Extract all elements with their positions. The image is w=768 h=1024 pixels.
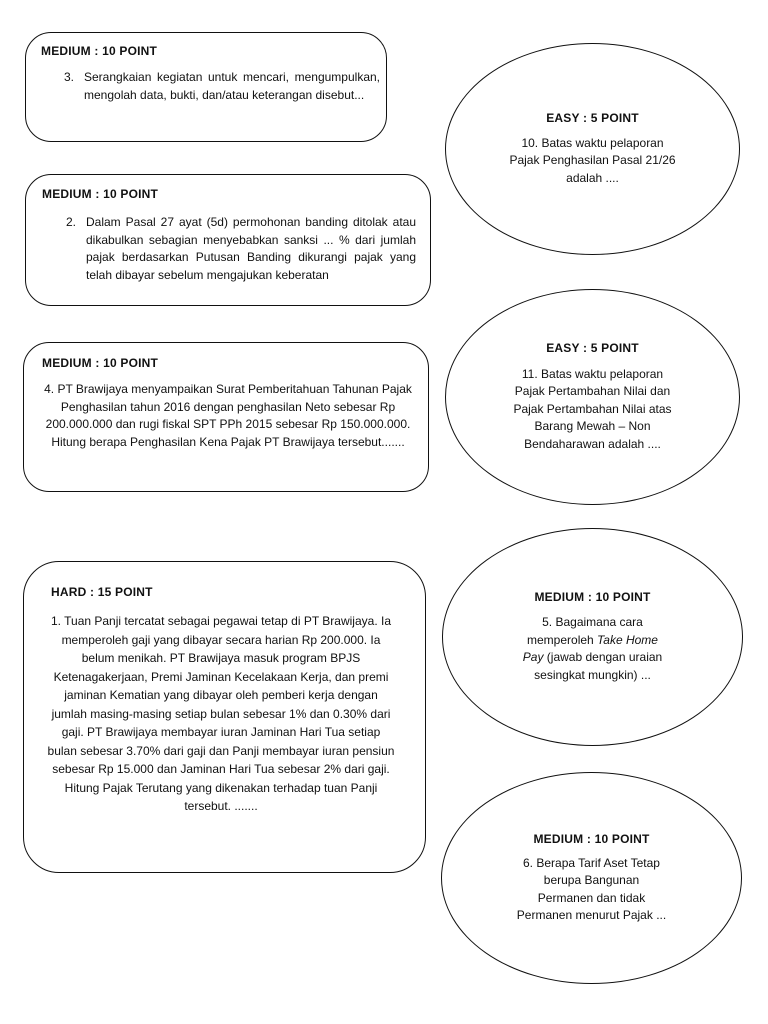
- difficulty-label: HARD : 15 POINT: [51, 585, 153, 599]
- question-number: 3.: [64, 70, 75, 84]
- question-text: [518, 614, 668, 684]
- question-number: 1.: [51, 614, 62, 628]
- question-text: 6. Berapa Tarif Aset Tetap berupa Bangunan Permanen dan tidak Permanen menurut Pajak ...: [516, 855, 667, 922]
- difficulty-label: MEDIUM : 10 POINT: [41, 44, 158, 58]
- question-number: 2.: [66, 215, 77, 229]
- question-text: 11. Batas waktu pelaporan Pajak Pertambahan Nilai dan Pajak Pertambahan Nilai atas Barang Mewah – Non Bendaharawan adalah ....: [513, 366, 672, 451]
- question-text: [38, 381, 418, 451]
- question-oval-5: [442, 528, 743, 746]
- question-body-end: (jawab dengan uraian sesingkat mungkin) ...: [534, 650, 663, 682]
- question-text: [66, 214, 416, 284]
- question-body: PT Brawijaya menyampaikan Surat Pemberitahuan Tahunan Pajak Penghasilan tahun 2016 dengan penghasilan Neto sebesar Rp 200.000.000 dan rugi fiskal SPT PPh 2015 sebesar Rp 150.000.000. Hitung berapa Penghasilan Kena Pajak PT Brawijaya tersebut.......: [45, 382, 412, 449]
- difficulty-label: MEDIUM : 10 POINT: [533, 831, 650, 846]
- difficulty-label: MEDIUM : 10 POINT: [42, 356, 159, 370]
- question-oval-6: [441, 772, 742, 984]
- difficulty-label: EASY : 5 POINT: [546, 340, 639, 355]
- question-card-4: [23, 342, 429, 492]
- question-card-1: [23, 561, 426, 873]
- question-card-3: [25, 32, 387, 142]
- question-number: 4.: [44, 382, 55, 396]
- question-oval-11: [445, 289, 740, 505]
- question-body: Dalam Pasal 27 ayat (5d) permohonan banding ditolak atau dikabulkan sebagian menyebabkan sanksi ... % dari jumlah pajak berdasarkan Putusan Banding dikurangi pajak yang telah dibayar sebelum mengajukan keberatan: [86, 215, 416, 282]
- difficulty-label: MEDIUM : 10 POINT: [534, 590, 651, 604]
- difficulty-label: EASY : 5 POINT: [546, 110, 639, 125]
- question-text: 10. Batas waktu pelaporan Pajak Penghasilan Pasal 21/26 adalah ....: [509, 135, 676, 185]
- question-text: [64, 69, 380, 104]
- emphasized-term: Take Home Pay: [522, 632, 658, 664]
- question-text: [46, 612, 396, 816]
- question-card-2: [25, 174, 431, 306]
- question-body: Serangkaian kegiatan untuk mencari, mengumpulkan, mengolah data, bukti, dan/atau keterangan disebut...: [84, 70, 380, 102]
- question-body: 5. Bagaimana cara memperoleh: [527, 615, 643, 647]
- question-body: Tuan Panji tercatat sebagai pegawai tetap di PT Brawijaya. Ia memperoleh gaji yang dibayar secara harian Rp 200.000. Ia belum menikah. PT Brawijaya masuk program BPJS Ketenagakerjaan, Premi Jaminan Kecelakaan Kerja, dan premi jaminan Kematian yang dibayar oleh pemberi kerja dengan jumlah masing-masing setiap bulan sebesar 1% dan 0.30% dari gaji. PT Brawijaya membayar iuran Jaminan Hari Tua setiap bulan sebesar 3.70% dari gaji dan Panji membayar iuran pensiun sebesar Rp 15.000 dan Jaminan Hari Tua sebesar 2% dari gaji. Hitung Pajak Terutang yang dikenakan terhadap tuan Panji tersebut. .......: [47, 614, 395, 813]
- question-oval-10: [445, 43, 740, 255]
- difficulty-label: MEDIUM : 10 POINT: [42, 187, 159, 201]
